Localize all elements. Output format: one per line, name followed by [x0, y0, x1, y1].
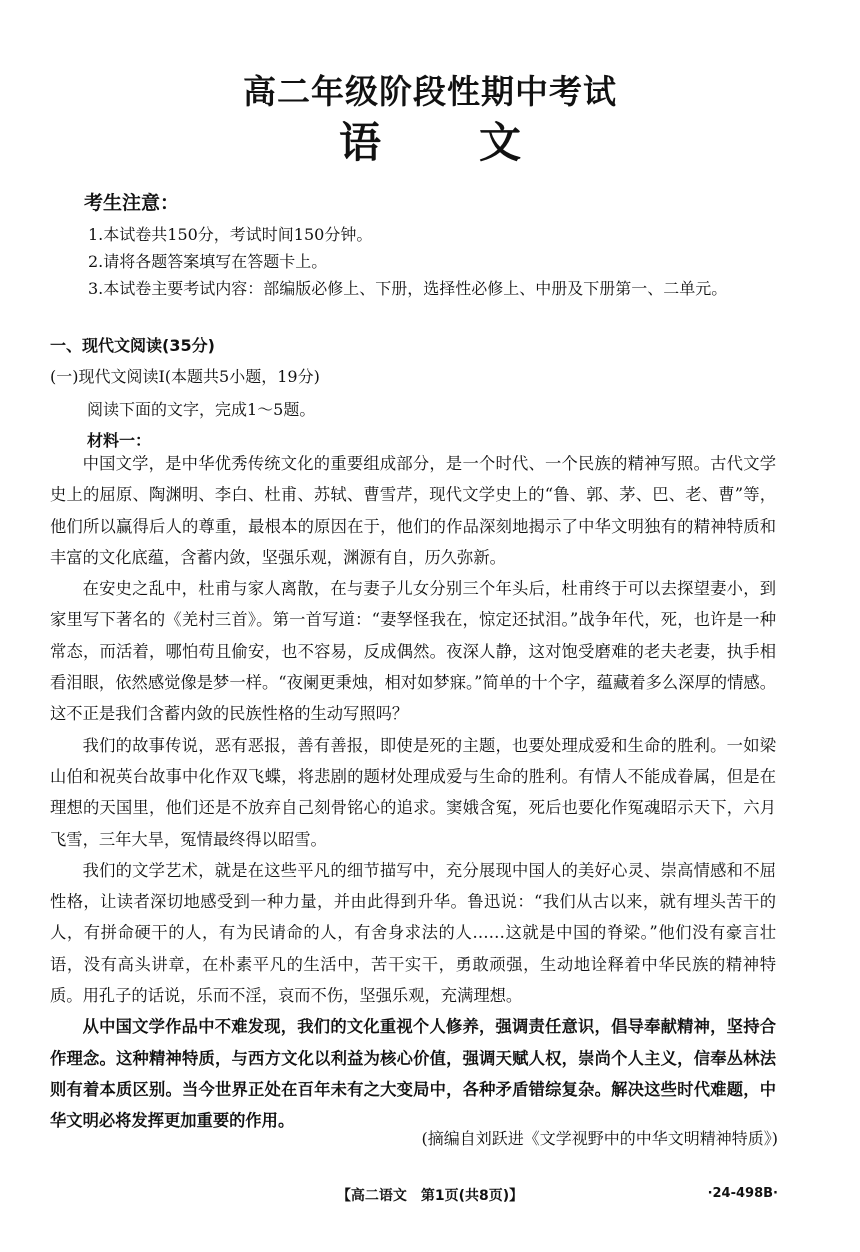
paragraph-4: 我们的文学艺术，就是在这些平凡的细节描写中，充分展现中国人的美好心灵、崇高情感和不屈性格，让读者深切地感受到一种力量，并由此得到升华。鲁迅说：“我们从古以来，就有埋头苦干的人，有拼命硬干的人，有为民请命的人，有舍身求法的人……这就是中国的脊梁。”他们没有豪言壮语，没有高头讲章，在朴素平凡的生活中，苦干实干，勇敢顽强，生动地诠释着中华民族的精神特质。用孔子的话说，乐而不淫，哀而不伤，坚强乐观，充满理想。: [50, 860, 776, 1006]
paragraph-5: 从中国文学作品中不难发现，我们的文化重视个人修养，强调责任意识，倡导奉献精神，坚持合作理念。这种精神特质，与西方文化以利益为核心价值，强调天赋人权，崇尚个人主义，信奉丛林法则有着本质区别。当今世界正处在百年未有之大变局中，各种矛盾错综复杂。解决这些时代难题，中华文明必将发挥更加重要的作用。: [50, 1017, 776, 1131]
paragraph-1: 中国文学，是中华优秀传统文化的重要组成部分，是一个时代、一个民族的精神写照。古代文学史上的屈原、陶渊明、李白、杜甫、苏轼、曹雪芹，现代文学史上的“鲁、郭、茅、巴、老、曹”等，他们所以赢得后人的尊重，最根本的原因在于，他们的作品深刻地揭示了中华文明独有的精神特质和丰富的文化底蕴，含蓄内敛，坚强乐观，渊源有自，历久弥新。: [50, 454, 776, 567]
section-title: 一、现代文阅读(35分): [50, 336, 215, 355]
subject-title: [0, 110, 860, 170]
source-citation: (摘编自刘跃进《文学视野中的中华文明精神特质》): [421, 1129, 778, 1148]
notice-item-1: 1.本试卷共150分，考试时间150分钟。: [88, 225, 373, 244]
paper-code: ·24-498B·: [707, 1186, 778, 1201]
material-text: [50, 448, 776, 1137]
notice-item-3: 3.本试卷主要考试内容：部编版必修上、下册，选择性必修上、中册及下册第一、二单元。: [88, 279, 728, 298]
subject-char-2: 文: [479, 118, 522, 167]
subject-char-1: 语: [338, 118, 381, 167]
section-subtitle: (一)现代文阅读Ⅰ(本题共5小题，19分): [50, 367, 320, 386]
notice-item-2: 2.请将各题答案填写在答题卡上。: [88, 252, 328, 271]
paragraph-2: 在安史之乱中，杜甫与家人离散，在与妻子儿女分别三个年头后，杜甫终于可以去探望妻小，到家里写下著名的《羌村三首》。第一首写道：“妻孥怪我在，惊定还拭泪。”战争年代，死，也许是一种常态，而活着，哪怕苟且偷安，也不容易，反成偶然。夜深人静，这对饱受磨难的老夫老妻，执手相看泪眼，依然感觉像是梦一样。“夜阑更秉烛，相对如梦寐。”简单的十个字，蕴藏着多么深厚的情感。这不正是我们含蓄内敛的民族性格的生动写照吗？: [50, 579, 776, 724]
notice-heading: 考生注意：: [84, 192, 180, 214]
exam-title: 高二年级阶段性期中考试: [243, 72, 617, 111]
paragraph-3: 我们的故事传说，恶有恶报，善有善报，即使是死的主题，也要处理成爱和生命的胜利。一如梁山伯和祝英台故事中化作双飞蝶，将悲剧的题材处理成爱与生命的胜利。有情人不能成眷属，但是在理想的天国里，他们还是不放弃自己刻骨铭心的追求。窦娥含冤，死后也要化作冤魂昭示天下，六月飞雪，三年大旱，冤情最终得以昭雪。: [50, 735, 776, 849]
reading-instruction: 阅读下面的文字，完成1～5题。: [87, 400, 316, 419]
page-footer: 【高二语文 第1页(共8页)】: [336, 1188, 524, 1204]
material-label: 材料一：: [87, 431, 152, 450]
